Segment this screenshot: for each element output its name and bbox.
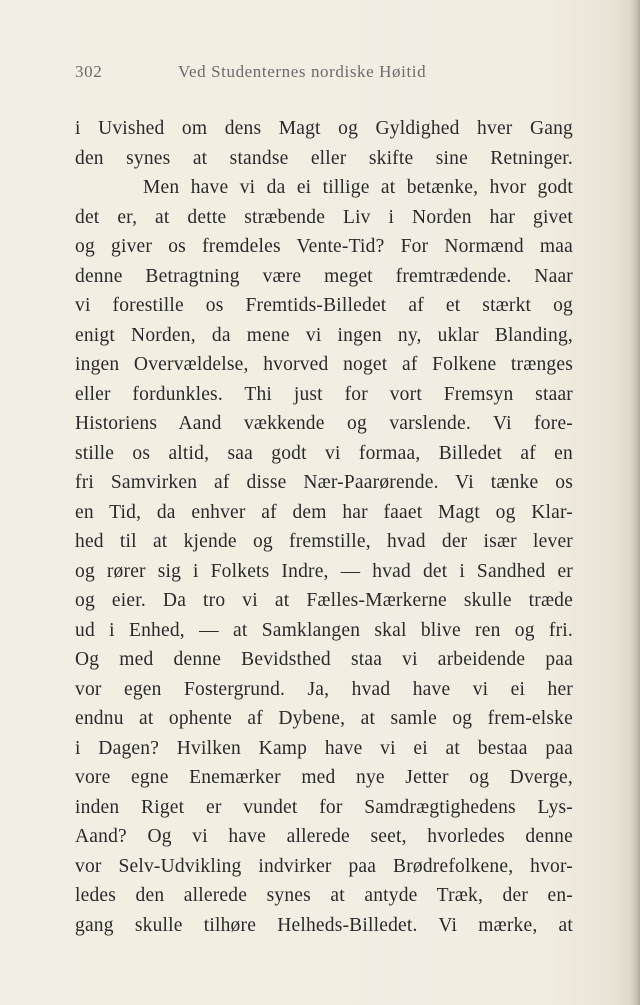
text-line: i Uvished om dens Magt og Gyldighed hver Gang <box>75 118 573 139</box>
text-line: Men have vi da ei tillige at betænke, hvor godt <box>143 177 573 198</box>
running-title: Ved Studenternes nordiske Høitid <box>178 62 427 81</box>
text-line: Historiens Aand vækkende og varslende. Vi fore- <box>75 413 573 434</box>
text-line: og giver os fremdeles Vente-Tid? For Normænd maa <box>75 236 573 257</box>
body-text <box>75 114 573 940</box>
text-line: vi forestille os Fremtids-Billedet af et stærkt og <box>75 295 573 316</box>
text-line: enigt Norden, da mene vi ingen ny, uklar Blanding, <box>75 324 573 346</box>
text-line: denne Betragtning være meget fremtrædende. Naar <box>75 265 573 287</box>
text-line: Og med denne Bevidsthed staa vi arbeidende paa <box>75 649 573 670</box>
text-line: endnu at ophente af Dybene, at samle og frem-elske <box>75 708 573 729</box>
paragraph <box>75 173 573 940</box>
page-number: 302 <box>75 62 103 81</box>
text-line: vore egne Enemærker med nye Jetter og Dverge, <box>75 767 573 788</box>
running-head <box>75 62 585 88</box>
text-line: det er, at dette stræbende Liv i Norden har givet <box>75 206 573 228</box>
text-line: stille os altid, saa godt vi formaa, Billedet af en <box>75 442 573 464</box>
text-line: Aand? Og vi have allerede seet, hvorledes denne <box>75 826 573 847</box>
text-line: ud i Enhed, — at Samklangen skal blive ren og fri. <box>75 619 573 641</box>
text-line: og eier. Da tro vi at Fælles-Mærkerne skulle træde <box>75 590 573 611</box>
text-line: ingen Overvældelse, hvorved noget af Folkene trænges <box>75 354 573 375</box>
text-line: ledes den allerede synes at antyde Træk, der en- <box>75 885 573 906</box>
text-line: vor egen Fostergrund. Ja, hvad have vi ei her <box>75 678 573 700</box>
text-line: og rører sig i Folkets Indre, — hvad det i Sandhed er <box>75 560 573 582</box>
text-line: den synes at standse eller skifte sine Retninger. <box>75 147 573 169</box>
text-line: en Tid, da enhver af dem har faaet Magt og Klar- <box>75 501 573 523</box>
text-line: vor Selv-Udvikling indvirker paa Brødrefolkene, hvor- <box>75 855 573 877</box>
text-line: i Dagen? Hvilken Kamp have vi ei at bestaa paa <box>75 737 573 759</box>
text-line: eller fordunkles. Thi just for vort Fremsyn staar <box>75 383 573 405</box>
text-line: inden Riget er vundet for Samdrægtighedens Lys- <box>75 796 573 818</box>
text-line: hed til at kjende og fremstille, hvad der især lever <box>75 531 573 552</box>
text-line: fri Samvirken af disse Nær-Paarørende. Vi tænke os <box>75 472 573 493</box>
text-line: gang skulle tilhøre Helheds-Billedet. Vi mærke, at <box>75 914 573 936</box>
paragraph <box>75 114 573 173</box>
page-edge-shadow <box>630 0 640 1005</box>
